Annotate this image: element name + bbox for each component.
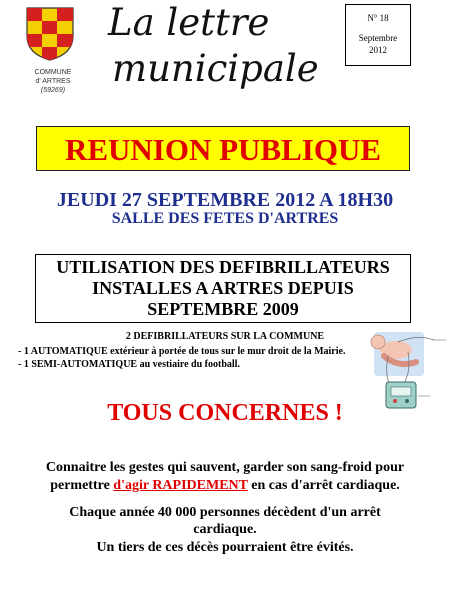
title-line2: municipale	[112, 47, 319, 90]
newsletter-title	[100, 0, 350, 92]
commune-code: (59269)	[40, 87, 66, 94]
stat-line2: cardiaque.	[193, 522, 257, 537]
statistic-paragraph	[0, 504, 450, 538]
message-line1: Connaitre les gestes qui sauvent, garder son sang-froid pour	[45, 460, 405, 475]
topic-line3: SEPTEMBRE 2009	[147, 299, 299, 319]
message-highlight: d'agir RAPIDEMENT	[113, 478, 248, 493]
public-meeting-banner: REUNION PUBLIQUE	[36, 126, 410, 171]
title-line1: La lettre	[108, 1, 270, 44]
issue-month: Septembre	[358, 33, 398, 43]
everyone-concerned-heading: TOUS CONCERNES !	[107, 400, 343, 426]
equipment-item: - 1 AUTOMATIQUE extérieur à portée de tous sur le mur droit de la Mairie.	[18, 346, 346, 357]
topic-line2: INSTALLES A ARTRES DEPUIS	[92, 278, 354, 298]
topic-box	[35, 254, 411, 323]
statistic-conclusion: Un tiers de ces décès pourraient être évités.	[96, 540, 354, 555]
event-place: SALLE DES FETES D'ARTRES	[111, 210, 339, 227]
message-line2-before: permettre	[50, 478, 114, 493]
message-line2	[0, 477, 450, 495]
issue-number: N° 18	[367, 13, 389, 23]
equipment-title: 2 DEFIBRILLATEURS SUR LA COMMUNE	[125, 331, 325, 342]
issue-box	[345, 4, 411, 66]
topic-line1: UTILISATION DES DEFIBRILLATEURS	[56, 257, 390, 277]
message-paragraph	[0, 459, 450, 495]
equipment-item: - 1 SEMI-AUTOMATIQUE au vestiaire du football.	[18, 359, 240, 370]
event-date-time: JEUDI 27 SEPTEMBRE 2012 A 18H30	[56, 189, 394, 211]
commune-crest-logo	[25, 6, 75, 62]
issue-year: 2012	[369, 45, 387, 55]
commune-label	[18, 68, 88, 95]
stat-line1: Chaque année 40 000 personnes décèdent d'un arrêt	[69, 505, 381, 520]
commune-line2: d' ARTRES	[35, 78, 71, 85]
commune-line1: COMMUNE	[34, 69, 72, 76]
message-line2-after: en cas d'arrêt cardiaque.	[247, 478, 400, 493]
